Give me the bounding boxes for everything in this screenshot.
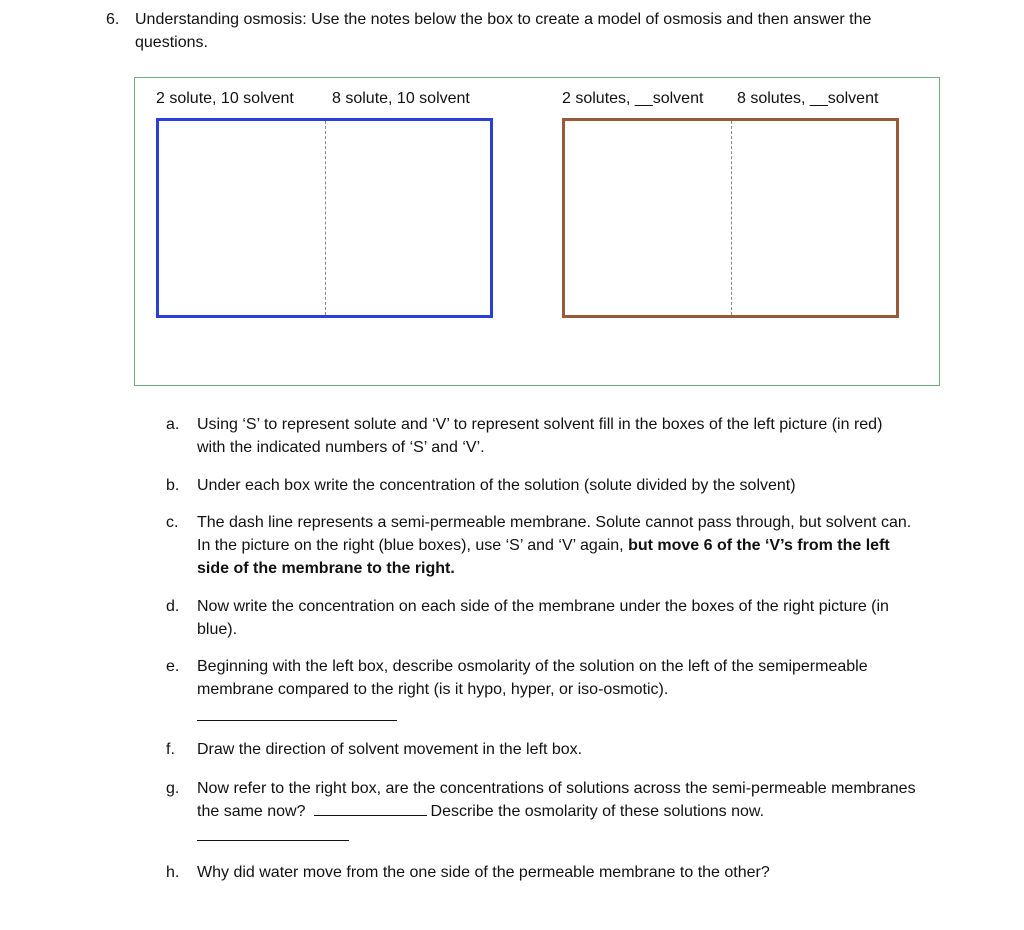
item-text: Why did water move from the one side of the permeable membrane to the other?	[197, 864, 770, 881]
left-model-box[interactable]	[156, 118, 493, 318]
question-prompt: Understanding osmosis: Use the notes below the box to create a model of osmosis and then answer the questions.	[135, 11, 872, 51]
question-number: 6.	[106, 11, 120, 28]
item-text-bold: but move 6 of the ‘V’s from the left side of the membrane to the right.	[197, 537, 890, 577]
left-box-label-1: 2 solute, 10 solvent	[156, 90, 294, 107]
answer-blank-g1[interactable]	[314, 801, 427, 816]
item-letter: b.	[166, 477, 180, 494]
item-letter: f.	[166, 741, 175, 758]
semi-permeable-membrane-left	[325, 121, 326, 315]
item-letter: h.	[166, 864, 180, 881]
item-letter: g.	[166, 780, 180, 797]
item-letter: a.	[166, 416, 180, 433]
answer-blank-g2[interactable]	[197, 840, 349, 841]
item-text-part2: Describe the osmolarity of these solutions now.	[430, 803, 765, 820]
right-model-box[interactable]	[562, 118, 899, 318]
item-text: Draw the direction of solvent movement in the left box.	[197, 741, 583, 758]
answer-blank-e[interactable]	[197, 720, 397, 721]
semi-permeable-membrane-right	[731, 121, 732, 315]
left-box-label-2: 8 solute, 10 solvent	[332, 90, 470, 107]
item-letter: c.	[166, 514, 179, 531]
item-text-part1: Now refer to the right box, are the concentrations of solutions across the semi-permeable membranes the same now?	[197, 780, 916, 820]
item-text	[197, 511, 912, 580]
right-box-label-1: 2 solutes, __solvent	[562, 90, 704, 107]
item-text: Under each box write the concentration of the solution (solute divided by the solvent)	[197, 477, 796, 494]
item-text: Using ‘S’ to represent solute and ‘V’ to represent solvent fill in the boxes of the left picture (in red) with the indicated numbers of ‘S’ and ‘V’.	[197, 416, 883, 456]
right-box-label-2: 8 solutes, __solvent	[737, 90, 879, 107]
item-text-plain: The dash line represents a semi-permeable membrane. Solute cannot pass through, but solvent can. In the picture on the right (blue boxes), use ‘S’ and ‘V’ again,	[197, 514, 912, 554]
item-text	[197, 777, 922, 823]
item-letter: d.	[166, 598, 180, 615]
item-text: Now write the concentration on each side of the membrane under the boxes of the right picture (in blue).	[197, 598, 889, 638]
item-letter: e.	[166, 658, 180, 675]
item-text: Beginning with the left box, describe osmolarity of the solution on the left of the semipermeable membrane compared to the right (is it hypo, hyper, or iso-osmotic).	[197, 658, 868, 698]
